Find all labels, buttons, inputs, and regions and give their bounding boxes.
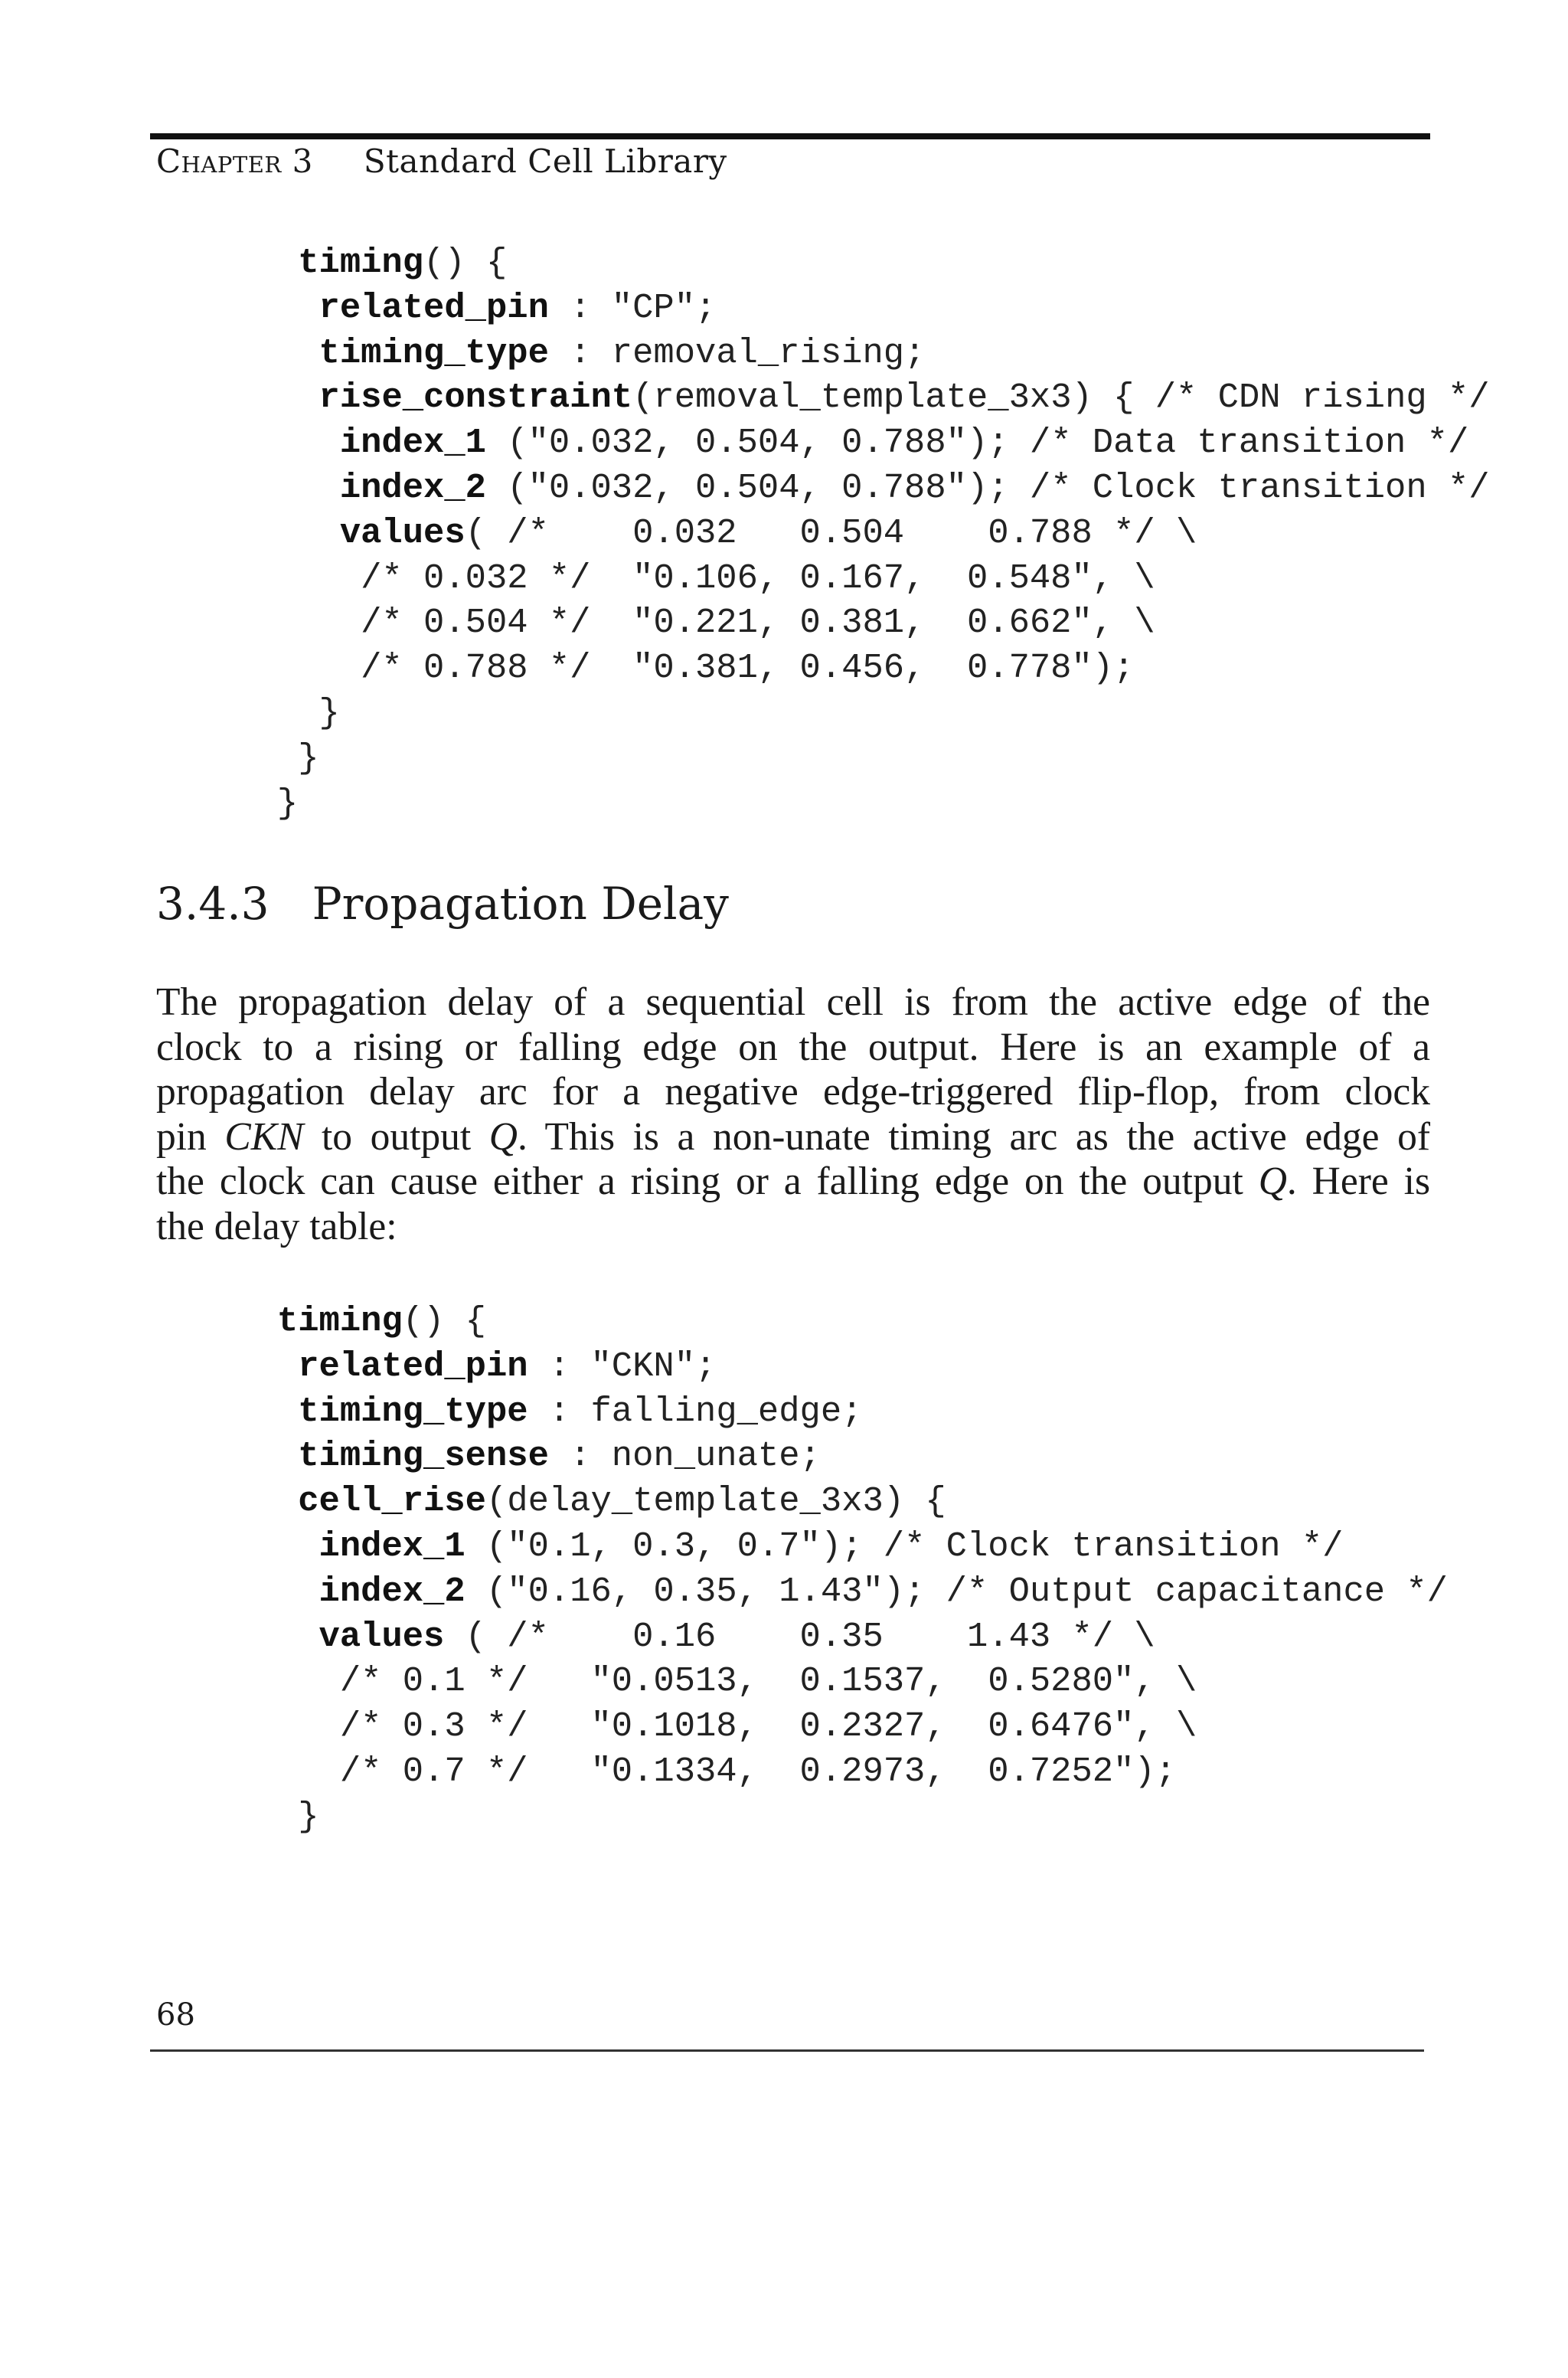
code-text: /* 0.1 */ "0.0513, 0.1537, 0.5280", \ — [214, 1661, 1197, 1702]
code-line — [214, 648, 1134, 688]
code-text: ( /* 0.032 0.504 0.788 */ \ — [465, 512, 1197, 553]
code-text: () { — [402, 1301, 486, 1341]
code-line — [214, 1661, 1197, 1701]
text-run: clock to a rising or falling edge on the output. Here is an example of a — [156, 1025, 1430, 1069]
code-text: ("0.16, 0.35, 1.43"); /* Output capacitance */ — [465, 1571, 1448, 1611]
code-text — [214, 243, 298, 283]
code-line — [214, 1797, 319, 1837]
section-heading — [156, 878, 729, 930]
code-text: ("0.032, 0.504, 0.788"); /* Clock transition */ — [485, 467, 1490, 508]
code-line — [214, 513, 1197, 553]
text-run: . Here is — [1286, 1160, 1430, 1204]
code-line — [214, 378, 1490, 417]
italic-term: CKN — [224, 1114, 304, 1159]
code-text: (removal_template_3x3) { /* CDN rising */ — [632, 378, 1490, 418]
code-keyword: timing_sense — [298, 1436, 549, 1477]
code-line — [214, 468, 1490, 508]
code-text: /* 0.504 */ "0.221, 0.381, 0.662", \ — [214, 603, 1155, 643]
code-line — [214, 783, 298, 823]
code-line — [214, 1617, 1155, 1657]
text-run: to output — [303, 1114, 489, 1159]
code-block-removal-constraint — [214, 240, 1490, 826]
code-keyword: related_pin — [298, 1346, 528, 1386]
code-line — [214, 603, 1155, 643]
text-run: the clock can cause either a rising or a falling edge on the output — [156, 1160, 1259, 1204]
code-line — [214, 333, 925, 373]
paragraph-line — [156, 1115, 1430, 1160]
italic-term: Q — [1258, 1160, 1287, 1204]
code-block-propagation-delay — [214, 1299, 1448, 1840]
code-keyword: cell_rise — [298, 1481, 486, 1522]
code-keyword: timing_type — [298, 1391, 528, 1431]
code-keyword: index_2 — [339, 467, 486, 508]
paragraph-line — [156, 1160, 1430, 1205]
code-line — [214, 1752, 1176, 1791]
code-text — [214, 1617, 319, 1657]
chapter-title: Standard Cell Library — [363, 142, 727, 180]
code-line — [214, 1526, 1343, 1566]
code-text — [214, 333, 319, 373]
italic-term: Q — [488, 1114, 518, 1159]
paragraph-line — [156, 1070, 1430, 1115]
code-line — [214, 1436, 821, 1476]
code-text: : removal_rising; — [548, 332, 926, 373]
code-text: (delay_template_3x3) { — [485, 1481, 946, 1522]
code-text: : falling_edge; — [528, 1391, 863, 1431]
code-line — [214, 1481, 946, 1521]
code-text: /* 0.032 */ "0.106, 0.167, 0.548", \ — [214, 558, 1155, 598]
code-keyword: timing — [298, 243, 424, 283]
code-text — [214, 1481, 298, 1521]
code-text: /* 0.7 */ "0.1334, 0.2973, 0.7252"); — [214, 1751, 1177, 1791]
code-line — [214, 1706, 1197, 1746]
code-text — [214, 1572, 319, 1611]
code-text: } — [214, 783, 299, 823]
code-text: : "CP"; — [548, 287, 717, 328]
code-text: /* 0.788 */ "0.381, 0.456, 0.778"); — [214, 648, 1135, 689]
chapter-label: Chapter 3 — [156, 142, 313, 180]
code-line — [214, 558, 1155, 598]
code-text — [214, 423, 340, 463]
code-text: } — [214, 1796, 319, 1837]
code-line — [214, 288, 716, 328]
code-text — [214, 288, 319, 328]
code-keyword: related_pin — [318, 287, 549, 328]
code-text — [214, 513, 340, 553]
running-head — [156, 142, 727, 180]
code-text: ("0.1, 0.3, 0.7"); /* Clock transition */ — [465, 1526, 1344, 1566]
code-text: } — [214, 738, 319, 778]
code-text — [214, 1392, 298, 1431]
code-text: } — [214, 692, 340, 733]
header-rule — [150, 133, 1430, 139]
code-line — [214, 738, 319, 778]
code-text: ("0.032, 0.504, 0.788"); /* Data transition */ — [485, 423, 1469, 463]
code-line — [214, 1392, 862, 1431]
paragraph-line — [156, 1205, 1430, 1250]
code-keyword: values — [339, 512, 466, 553]
code-text — [214, 1436, 298, 1476]
footer-rule — [150, 2049, 1424, 2052]
text-run: . This is a non-unate timing arc as the active edge of — [518, 1114, 1431, 1159]
paragraph-line — [156, 1025, 1430, 1071]
section-title: Propagation Delay — [312, 878, 729, 930]
code-text: : "CKN"; — [528, 1346, 717, 1386]
text-run: pin — [156, 1114, 225, 1159]
code-text: ( /* 0.16 0.35 1.43 */ \ — [444, 1616, 1155, 1657]
code-text: /* 0.3 */ "0.1018, 0.2327, 0.6476", \ — [214, 1706, 1197, 1747]
code-text: : non_unate; — [548, 1436, 821, 1477]
code-keyword: index_1 — [318, 1526, 466, 1566]
code-line — [214, 1301, 486, 1341]
code-text — [214, 1526, 319, 1566]
page-number: 68 — [156, 1997, 195, 2033]
code-text — [214, 1301, 277, 1341]
code-line — [214, 1572, 1448, 1611]
section-number: 3.4.3 — [156, 878, 270, 930]
text-run: the delay table: — [156, 1204, 397, 1248]
code-keyword: index_1 — [339, 423, 486, 463]
code-keyword: index_2 — [318, 1571, 466, 1611]
code-text — [214, 468, 340, 508]
code-line — [214, 693, 340, 733]
code-text — [214, 378, 319, 417]
text-run: propagation delay arc for a negative edge-triggered flip-flop, from clock — [156, 1070, 1430, 1114]
text-run: The propagation delay of a sequential cell is from the active edge of the — [156, 980, 1430, 1024]
code-keyword: timing_type — [318, 332, 549, 373]
code-line — [214, 423, 1468, 463]
body-paragraph — [156, 980, 1430, 1250]
paragraph-line — [156, 980, 1430, 1025]
code-keyword: rise_constraint — [318, 378, 633, 418]
code-text: () { — [423, 243, 508, 283]
code-text — [214, 1346, 298, 1386]
code-keyword: timing — [276, 1301, 403, 1341]
code-line — [214, 1346, 716, 1386]
code-keyword: values — [318, 1616, 445, 1657]
code-line — [214, 243, 507, 283]
